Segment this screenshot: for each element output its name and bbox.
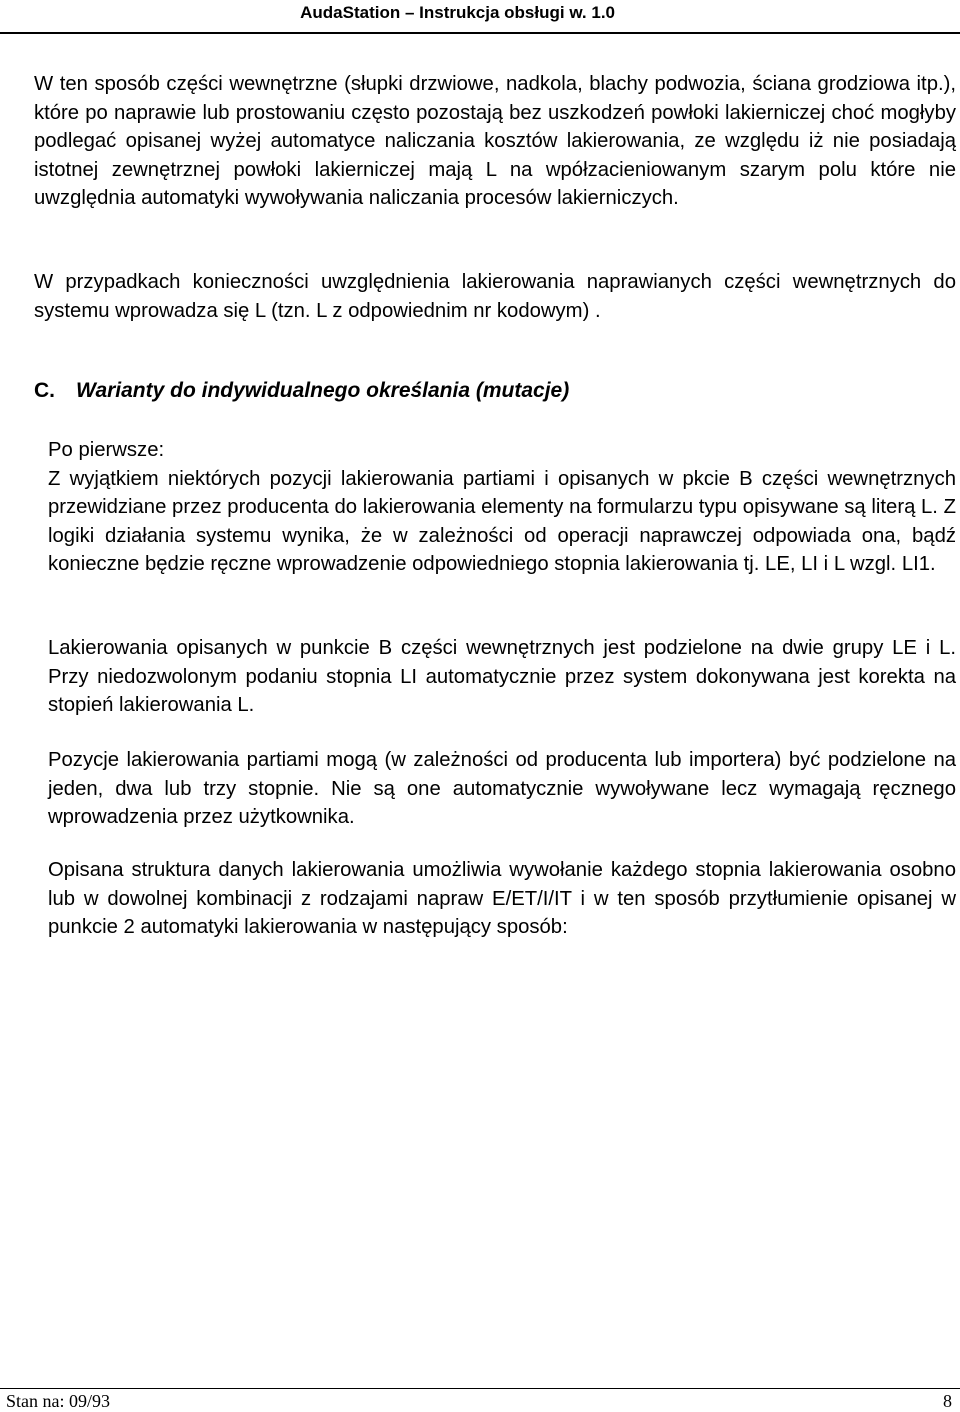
intro-paragraph-2: W przypadkach konieczności uwzględnienia lakierowania naprawianych części wewnętrznych do systemu wprowadza się L (tzn. L z odpowiednim nr kodowym) .: [34, 271, 956, 322]
page-header: [0, 0, 960, 34]
body-paragraph-4: Lakierowania opisanych w punkcie B części wewnętrznych jest podzielone na dwie grupy LE i L. Przy niedozwolonym podaniu stopnia LI automatycznie przez system dokonywana jest korekta na stopień lakierowania L.: [48, 637, 956, 716]
intro-paragraph-1: W ten sposób części wewnętrzne (słupki drzwiowe, nadkola, blachy podwozia, ściana grodziowa itp.), które po naprawie lub prostowaniu często pozostają bez uszkodzeń powłoki lakierniczej choć mogłyby podlegać opisanej wyżej automatyce naliczania kosztów lakierowania, ze względu iż nie posiadają istotnej zewnętrznej powłoki lakierniczej mają L na wpółzacieniowanym szarym polu które nie uwzględnia automatyki wywoływania naliczania procesów lakierniczych.: [34, 73, 956, 209]
status-date: Stan na: 09/93: [6, 1391, 110, 1411]
section-title: Warianty do indywidualnego określania (mutacje): [76, 379, 570, 402]
document-title: AudaStation – Instrukcja obsługi w. 1.0: [300, 3, 615, 22]
body-paragraph-5: Pozycje lakierowania partiami mogą (w zależności od producenta lub importera) być podzielone na jeden, dwa lub trzy stopnie. Nie są one automatycznie wywoływane lecz wymagają ręcznego wprowadzenia przez użytkownika.: [48, 749, 956, 828]
section-number: C.: [34, 379, 55, 402]
page-number: 8: [943, 1391, 952, 1411]
body-paragraph-3: Po pierwsze: Z wyjątkiem niektórych pozycji lakierowania partiami i opisanych w pkcie B części wewnętrznych przewidziane przez producenta do lakierowania elementy na formularzu typu opisywane są literą L. Z logiki działania systemu wynika, że w zależności od operacji naprawczej odpowiada ona, bądź konieczne będzie ręczne wprowadzenie odpowiedniego stopnia lakierowania tj. LE, LI i L wzgl. LI1.: [48, 439, 956, 575]
section-heading: [34, 376, 934, 406]
page-footer: [0, 1388, 960, 1412]
body-paragraph-6: Opisana struktura danych lakierowania umożliwia wywołanie każdego stopnia lakierowania osobno lub w dowolnej kombinacji z rodzajami napraw E/ET/I/IT i w ten sposób przytłumienie opisanej w punkcie 2 automatyki lakierowania w następujący sposób:: [48, 859, 956, 938]
